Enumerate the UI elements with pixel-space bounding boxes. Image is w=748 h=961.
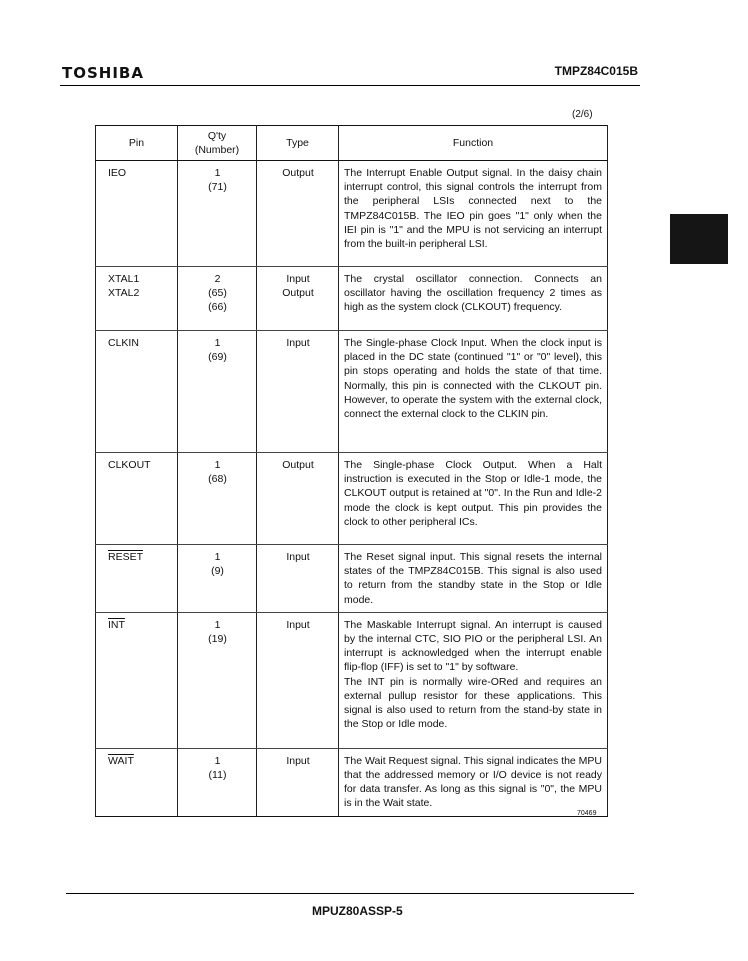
table-row — [96, 161, 608, 267]
table-row — [96, 453, 608, 545]
type-cell — [257, 161, 339, 267]
type-cell — [257, 267, 339, 331]
pin-type: Input — [286, 337, 310, 349]
section-tab-marker — [670, 214, 728, 264]
qty-count: 1 — [214, 754, 221, 767]
function-cell: The Wait Request signal. This signal indicates the MPU that the addressed memory or I/O device is not ready for data transfer. As long as this signal is "0", the MPU is in the Wait state. — [339, 748, 608, 816]
qty-cell — [178, 612, 257, 748]
part-number: TMPZ84C015B — [554, 64, 638, 78]
pin-type: Input — [286, 273, 310, 285]
col-header-qty-line2: (Number) — [194, 144, 240, 156]
pin-name: XTAL2 — [108, 287, 140, 300]
table-row — [96, 612, 608, 748]
function-cell: The Single-phase Clock Input. When the clock input is placed in the DC state (continued "1" or "0" level), this pin stops operating and holds the state of that time. Normally, this pin is connected with the CLKOUT pin. However, to operate the system with the external clock, connect the external clock to the CLKIN pin. — [339, 331, 608, 453]
pin-cell — [96, 267, 178, 331]
qty-cell — [178, 748, 257, 816]
qty-count: 1 — [214, 551, 221, 563]
function-paragraph: The Maskable Interrupt signal. An interrupt is caused by the internal CTC, SIO PIO or the peripheral LSI. An interrupt is acknowledged when the interrupt enable flip-flop (IFF) is set to "1" by software. — [344, 618, 602, 674]
pin-number: (65) — [208, 287, 227, 300]
qty-count: 1 — [214, 459, 221, 471]
qty-cell — [178, 331, 257, 453]
pin-cell — [96, 453, 178, 545]
function-cell — [339, 612, 608, 748]
table-header-row — [96, 126, 608, 161]
col-header-function: Function — [339, 126, 608, 161]
function-cell: The crystal oscillator connection. Connects an oscillator having the oscillation frequency 2 times as high as the system clock (CLKOUT) frequency. — [339, 267, 608, 331]
pin-number: (9) — [211, 565, 224, 578]
pin-name: $\overline{INT}$ — [108, 618, 125, 631]
pin-type: Output — [282, 287, 314, 300]
pin-cell — [96, 161, 178, 267]
pin-type: Input — [286, 754, 310, 767]
pin-type: Output — [282, 167, 314, 179]
function-cell: The Reset signal input. This signal resets the internal states of the TMPZ84C015B. This signal is also used to return from the standby state in the Stop or Idle mode. — [339, 545, 608, 613]
pin-cell — [96, 331, 178, 453]
type-cell — [257, 545, 339, 613]
qty-cell — [178, 453, 257, 545]
pin-number: (19) — [208, 633, 227, 646]
qty-count: 2 — [214, 273, 221, 285]
type-cell — [257, 748, 339, 816]
pin-name: XTAL1 — [108, 273, 140, 285]
col-header-type: Type — [257, 126, 339, 161]
function-paragraph: The INT pin is normally wire-ORed and requires an external pullup resistor for these applications. This signal is also used to return from the stand-by state in the Stop or Idle mode. — [344, 675, 602, 731]
pin-cell — [96, 612, 178, 748]
pin-number: (71) — [208, 181, 227, 194]
pin-type: Input — [286, 551, 310, 563]
qty-cell — [178, 267, 257, 331]
brand-logo: TOSHIBA — [62, 64, 144, 82]
pin-name: CLKOUT — [108, 459, 151, 471]
table-row — [96, 545, 608, 613]
pin-function-table — [95, 125, 608, 817]
table-row — [96, 748, 608, 816]
qty-count: 1 — [214, 167, 221, 179]
pin-cell — [96, 545, 178, 613]
qty-cell — [178, 161, 257, 267]
col-header-qty-line1: Q'ty — [207, 129, 227, 142]
table-row — [96, 267, 608, 331]
pin-cell — [96, 748, 178, 816]
type-cell — [257, 453, 339, 545]
function-cell: The Single-phase Clock Output. When a Halt instruction is executed in the Stop or Idle-1 mode, the CLKOUT output is retained at "0". In the Run and Idle-2 mode the clock is kept output. This pin provides the clock to other peripheral ICs. — [339, 453, 608, 545]
page-reference: (2/6) — [572, 109, 593, 120]
pin-number: (69) — [208, 351, 227, 364]
figure-number: 70469 — [577, 810, 597, 817]
table-row — [96, 331, 608, 453]
pin-name: CLKIN — [108, 337, 139, 349]
page-footer: MPUZ80ASSP-5 — [312, 904, 403, 918]
type-cell — [257, 331, 339, 453]
pin-name: WAIT — [108, 754, 134, 767]
pin-type: Input — [286, 618, 310, 631]
pin-name: IEO — [108, 167, 127, 179]
type-cell — [257, 612, 339, 748]
pin-name: RESET — [108, 551, 144, 563]
pin-number: (68) — [208, 473, 227, 486]
col-header-qty — [178, 126, 257, 161]
function-cell: The Interrupt Enable Output signal. In the daisy chain interrupt control, this signal controls the interrupt from the peripheral LSIs connected next to the TMPZ84C015B. The IEO pin goes "1" only when the IEI pin is "1" and the MPU is not servicing an interrupt from the built-in peripheral LSI. — [339, 161, 608, 267]
footer-rule — [66, 893, 634, 894]
pin-type: Output — [282, 459, 314, 471]
header-rule — [60, 85, 640, 86]
col-header-pin: Pin — [96, 126, 178, 161]
pin-number: (11) — [208, 769, 227, 782]
qty-count: 1 — [214, 337, 221, 349]
pin-number: (66) — [208, 301, 227, 314]
qty-count: 1 — [214, 618, 221, 631]
qty-cell — [178, 545, 257, 613]
